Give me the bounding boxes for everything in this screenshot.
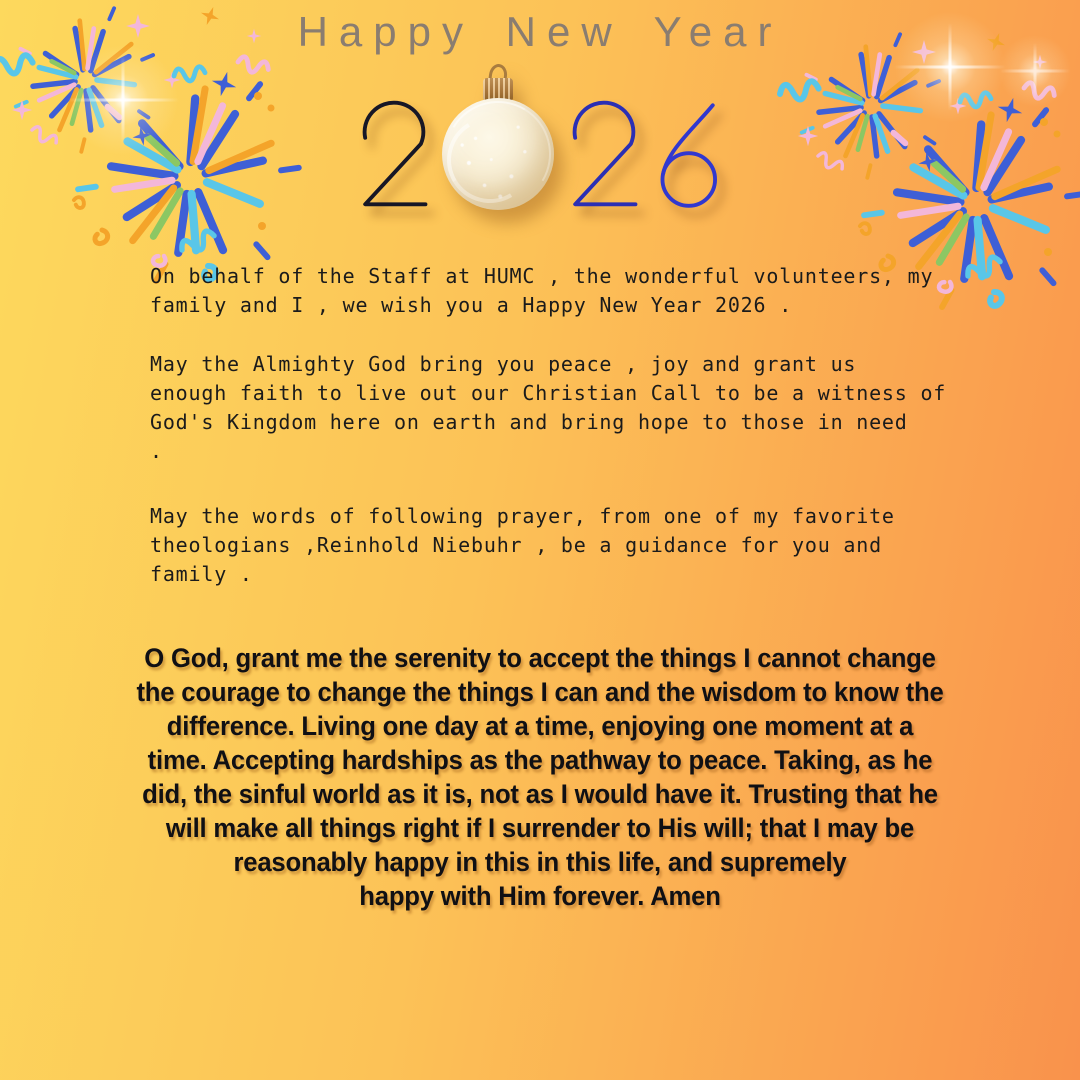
prayer-line: time. Accepting hardships as the pathway to peace. Taking, as he [147, 745, 933, 775]
prayer-line: O God, grant me the serenity to accept the things I cannot change [144, 643, 936, 673]
text-line: theologians ,Reinhold Niebuhr , be a guidance for you and [150, 533, 882, 557]
text-line: May the Almighty God bring you peace , joy and grant us [150, 352, 857, 376]
year-digit-2-first [357, 96, 429, 212]
serenity-prayer [75, 641, 1006, 913]
year-2026 [0, 64, 1080, 212]
text-line: family and I , we wish you a Happy New Year 2026 . [150, 293, 793, 317]
prayer-line: difference. Living one day at a time, enjoying one moment at a [166, 711, 914, 741]
year-digit-6 [652, 96, 724, 212]
ornament-cap [483, 78, 513, 100]
text-line: May the words of following prayer, from one of my favorite [150, 504, 895, 528]
text-line: enough faith to live out our Christian Call to be a witness of [150, 381, 947, 405]
text-line: On behalf of the Staff at HUMC , the wonderful volunteers, my [150, 264, 934, 288]
year-digit-2-second [567, 96, 639, 212]
text-line: God's Kingdom here on earth and bring hope to those in need [150, 410, 908, 434]
greeting-message [150, 262, 950, 619]
ornament-bauble [442, 64, 554, 212]
text-line: family . [150, 562, 253, 586]
paragraph-2 [150, 350, 950, 466]
card-title: Happy New Year [297, 8, 783, 55]
paragraph-1 [150, 262, 950, 320]
prayer-line: did, the sinful world as it is, not as I would have it. Trusting that he [142, 779, 938, 809]
text-line: . [150, 439, 163, 463]
prayer-line: will make all things right if I surrender to His will; that I may be [165, 813, 915, 843]
ornament-ball [442, 98, 554, 210]
prayer-line: happy with Him forever. Amen [359, 881, 721, 911]
prayer-line: the courage to change the things I can and the wisdom to know the [136, 677, 944, 707]
paragraph-3 [150, 502, 950, 589]
prayer-line: reasonably happy in this in this life, and supremely [233, 847, 847, 877]
